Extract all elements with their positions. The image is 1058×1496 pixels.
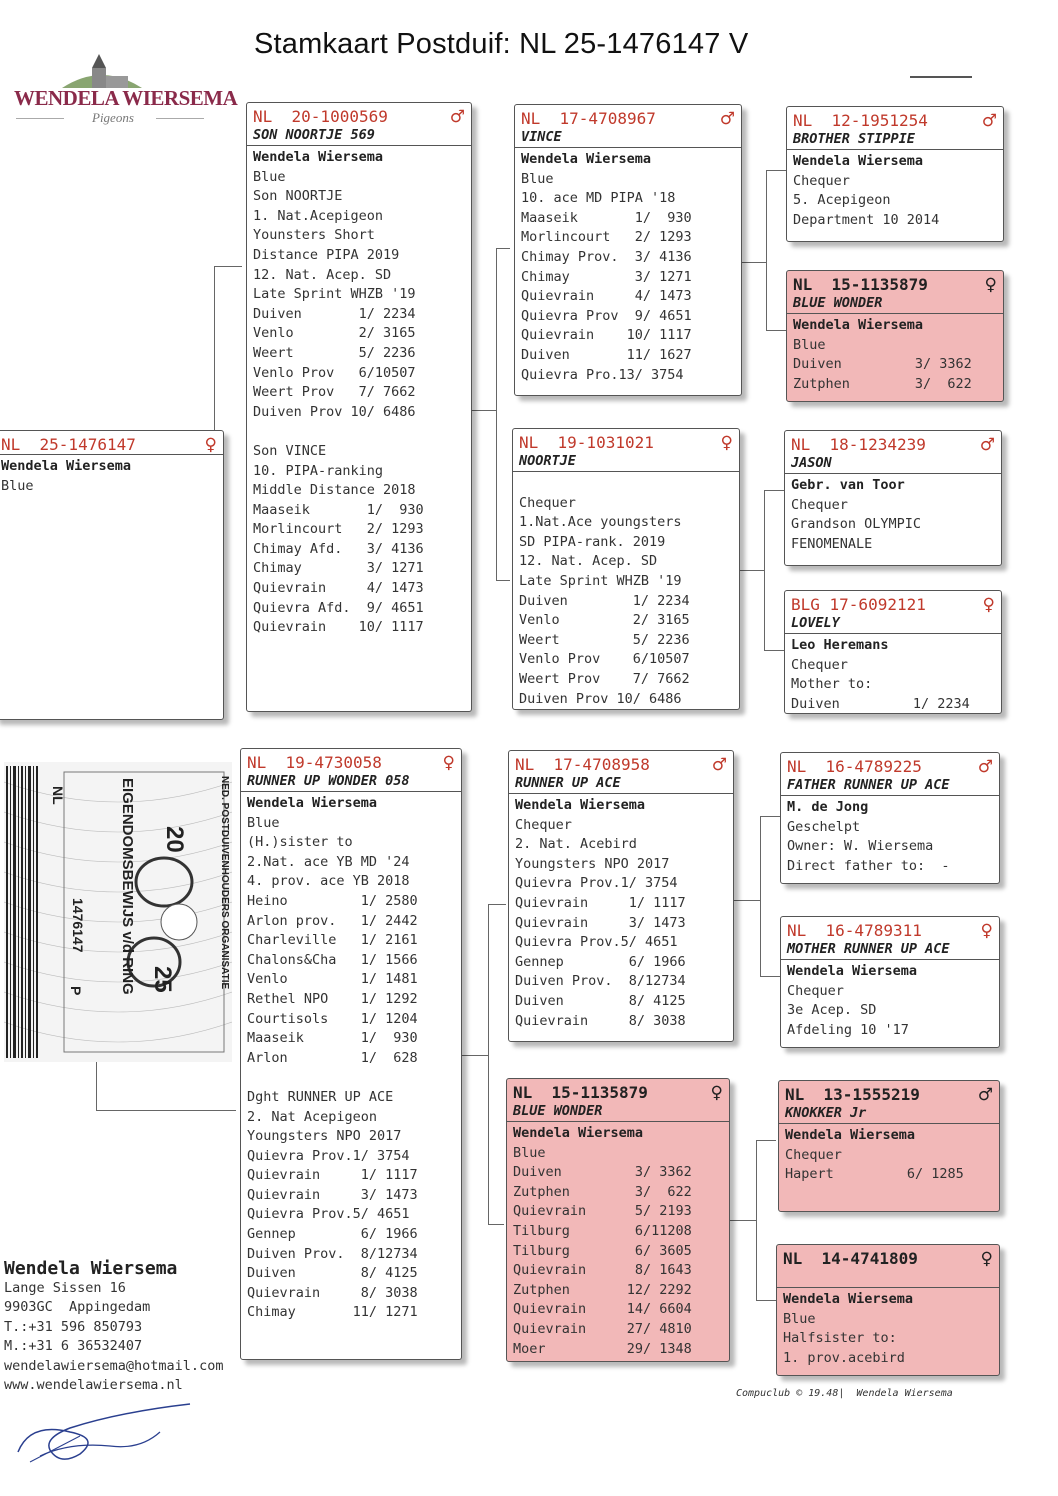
pigeon-name: LOVELY bbox=[791, 615, 840, 631]
connector bbox=[756, 1300, 776, 1301]
ring-year-b: 25 bbox=[149, 966, 176, 993]
owner-name: Wendela Wiersema bbox=[793, 153, 924, 169]
owner-name: Leo Heremans bbox=[791, 637, 889, 653]
info-line: Quievrain 10/ 1117 bbox=[521, 327, 692, 344]
male-icon: ♂ bbox=[719, 108, 735, 129]
info-line: Distance PIPA 2019 bbox=[253, 246, 400, 263]
info-line: Son VINCE bbox=[253, 442, 327, 459]
info-line: Halfsister to: bbox=[783, 1330, 897, 1347]
info-line: Late Sprint WHZB '19 bbox=[253, 286, 416, 303]
info-line: Owner: W. Wiersema bbox=[787, 838, 934, 855]
info-line: Chequer bbox=[519, 494, 576, 511]
info-line: 2.Nat. ace YB MD '24 bbox=[247, 853, 410, 870]
female-icon: ♀ bbox=[720, 432, 733, 453]
info-line: Chequer bbox=[791, 656, 848, 673]
info-line: 1. Nat.Acepigeon bbox=[253, 207, 384, 224]
ring-number: NL 19-4730058 bbox=[247, 753, 382, 772]
owner-name: Gebr. van Toor bbox=[791, 477, 905, 493]
info-line: Quievrain 8/ 1643 bbox=[513, 1262, 692, 1279]
info-line: Late Sprint WHZB '19 bbox=[519, 572, 682, 589]
info-line: Maaseik 1/ 930 bbox=[521, 209, 692, 226]
card-header bbox=[1, 435, 217, 454]
signature-icon bbox=[10, 1392, 210, 1472]
card-header bbox=[783, 1249, 993, 1268]
info-line: 10. ace MD PIPA '18 bbox=[521, 190, 676, 207]
info-line: Quievrain 3/ 1473 bbox=[247, 1186, 418, 1203]
card-header bbox=[515, 755, 727, 774]
info-line: Chimay 3/ 1271 bbox=[521, 268, 692, 285]
info-line: Blue bbox=[253, 168, 286, 185]
email-line: wendelawiersema@hotmail.com bbox=[4, 1357, 224, 1374]
card-divider bbox=[777, 1287, 999, 1288]
connector bbox=[740, 570, 764, 571]
info-line: Quievrain 5/ 2193 bbox=[513, 1203, 692, 1220]
info-line bbox=[247, 1068, 455, 1088]
info-line: Quievrain 4/ 1473 bbox=[253, 580, 424, 597]
connector bbox=[760, 816, 780, 817]
pigeon-name: FATHER RUNNER UP ACE bbox=[787, 777, 950, 793]
info-line: 5. Acepigeon bbox=[793, 192, 891, 209]
card-header bbox=[787, 757, 993, 776]
info-line: 10. PIPA-ranking bbox=[253, 462, 384, 479]
connector bbox=[96, 1110, 236, 1111]
info-line: 1.Nat.Ace youngsters bbox=[519, 514, 682, 531]
card-header bbox=[787, 921, 993, 940]
card-divider bbox=[0, 454, 223, 455]
connector bbox=[96, 1062, 97, 1110]
info-line: Courtisols 1/ 1204 bbox=[247, 1010, 418, 1027]
card-divider bbox=[785, 473, 1001, 474]
pigeon-card-father bbox=[246, 102, 472, 712]
info-line: Heino 1/ 2580 bbox=[247, 892, 418, 909]
info-line: Maaseik 1/ 930 bbox=[247, 1030, 418, 1047]
info-line: Afdeling 10 '17 bbox=[787, 1021, 909, 1038]
connector bbox=[766, 170, 786, 171]
info-line: Zutphen 3/ 622 bbox=[513, 1183, 692, 1200]
connector bbox=[462, 1055, 488, 1056]
info-line: Quievra Prov.1/ 3754 bbox=[247, 1147, 410, 1164]
ring-number: NL 14-4741809 bbox=[783, 1249, 918, 1268]
pigeon-card-ggf-2 bbox=[784, 430, 1002, 566]
ring-country: NL bbox=[50, 786, 66, 805]
ring-number: NL 15-1135879 bbox=[793, 275, 928, 294]
owner-name: Wendela Wiersema bbox=[783, 1291, 914, 1307]
owner-name: Wendela Wiersema bbox=[253, 149, 384, 165]
website-line: www.wendelawiersema.nl bbox=[4, 1376, 183, 1393]
info-line: Blue bbox=[513, 1144, 546, 1161]
male-icon: ♂ bbox=[977, 756, 993, 777]
pigeon-card-mother bbox=[240, 748, 462, 1360]
card-divider bbox=[787, 149, 1003, 150]
card-header bbox=[513, 1083, 723, 1102]
connector bbox=[730, 1220, 756, 1221]
male-icon: ♂ bbox=[449, 106, 465, 127]
ring-number: NL 25-1476147 bbox=[1, 435, 136, 454]
info-line: Direct father to: - bbox=[787, 857, 950, 874]
info-line: Duiven Prov. 8/12734 bbox=[515, 973, 686, 990]
info-line: FENOMENALE bbox=[791, 535, 873, 552]
info-line: Venlo 2/ 3165 bbox=[519, 612, 690, 629]
connector bbox=[742, 262, 766, 263]
info-line: Quievra Prov.5/ 4651 bbox=[515, 934, 678, 951]
pigeon-card-ggm-3 bbox=[780, 916, 1000, 1048]
info-line: Moer 29/ 1348 bbox=[513, 1340, 692, 1357]
info-line: Quievrain 8/ 3038 bbox=[515, 1012, 686, 1029]
card-divider bbox=[785, 633, 1001, 634]
pigeon-card-ggf-3 bbox=[780, 752, 1000, 884]
owner-name: Wendela Wiersema bbox=[247, 795, 378, 811]
connector bbox=[760, 976, 780, 977]
owner-name: M. de Jong bbox=[787, 799, 869, 815]
info-line: Younsters Short bbox=[253, 227, 375, 244]
info-line: Weert Prov 7/ 7662 bbox=[253, 384, 416, 401]
ring-number: NL 19-1031021 bbox=[519, 433, 654, 452]
ring-number: NL 15-1135879 bbox=[513, 1083, 648, 1102]
female-icon: ♀ bbox=[710, 1082, 723, 1103]
info-line: Weert 5/ 2236 bbox=[253, 344, 416, 361]
pigeon-name: MOTHER RUNNER UP ACE bbox=[787, 941, 950, 957]
info-line: Mother to: bbox=[791, 676, 873, 693]
connector bbox=[488, 1224, 504, 1225]
info-line: Rethel NPO 1/ 1292 bbox=[247, 990, 418, 1007]
info-line: Duiven 3/ 3362 bbox=[513, 1164, 692, 1181]
info-line: Quievra Prov.5/ 4651 bbox=[247, 1206, 410, 1223]
card-divider bbox=[781, 795, 999, 796]
info-line: Chequer bbox=[515, 816, 572, 833]
info-line: Blue bbox=[783, 1310, 816, 1327]
female-icon: ♀ bbox=[442, 752, 455, 773]
info-line: Chimay Prov. 3/ 4136 bbox=[521, 248, 692, 265]
pigeon-name: KNOKKER Jr bbox=[785, 1105, 867, 1121]
info-line: Duiven 3/ 3362 bbox=[793, 356, 972, 373]
info-line: Chequer bbox=[787, 982, 844, 999]
info-line: Chalons&Cha 1/ 1566 bbox=[247, 951, 418, 968]
owner-name: Wendela Wiersema bbox=[515, 797, 646, 813]
owner-name: Wendela Wiersema bbox=[785, 1127, 916, 1143]
info-line: 12. Nat. Acep. SD bbox=[519, 553, 658, 570]
owner-name: Wendela Wiersema bbox=[521, 151, 652, 167]
info-line: Morlincourt 2/ 1293 bbox=[521, 229, 692, 246]
info-line: Duiven Prov. 8/12734 bbox=[247, 1245, 418, 1262]
info-line: Duiven 1/ 2234 bbox=[519, 592, 690, 609]
card-divider bbox=[515, 147, 741, 148]
card-header bbox=[791, 435, 995, 454]
info-line: Dght RUNNER UP ACE bbox=[247, 1088, 394, 1105]
logo-rule-right bbox=[156, 118, 204, 119]
info-line: Arlon prov. 1/ 2442 bbox=[247, 912, 418, 929]
logo-brand: WENDELA WIERSEMA bbox=[14, 86, 238, 110]
pigeon-name: VINCE bbox=[521, 129, 562, 145]
connector bbox=[488, 904, 489, 1224]
info-line: Hapert 6/ 1285 bbox=[785, 1166, 964, 1183]
top-rule bbox=[910, 76, 972, 78]
info-line: SD PIPA-rank. 2019 bbox=[519, 533, 666, 550]
pigeon-name: RUNNER UP WONDER 058 bbox=[247, 773, 410, 789]
info-line: 4. prov. ace YB 2018 bbox=[247, 873, 410, 890]
card-header bbox=[253, 107, 465, 126]
info-line: Charleville 1/ 2161 bbox=[247, 932, 418, 949]
owner-name: Wendela Wiersema bbox=[787, 963, 918, 979]
info-line: Chequer bbox=[791, 496, 848, 513]
address-line: 9903GC Appingedam bbox=[4, 1299, 151, 1316]
connector bbox=[766, 170, 767, 330]
info-line: (H.)sister to bbox=[247, 834, 353, 851]
connector bbox=[214, 266, 242, 267]
card-header bbox=[793, 275, 997, 294]
connector bbox=[764, 490, 784, 491]
info-line: Blue bbox=[521, 170, 554, 187]
ring-number: BLG 17-6092121 bbox=[791, 595, 926, 614]
ring-number: 1476147 bbox=[70, 898, 86, 953]
female-icon: ♀ bbox=[982, 594, 995, 615]
info-line: Quievrain 10/ 1117 bbox=[253, 619, 424, 636]
info-line: Duiven Prov 10/ 6486 bbox=[253, 403, 416, 420]
info-line: Morlincourt 2/ 1293 bbox=[253, 521, 424, 538]
connector bbox=[472, 410, 496, 411]
info-line: Blue bbox=[793, 336, 826, 353]
info-line: Geschelpt bbox=[787, 818, 861, 835]
logo-sub: Pigeons bbox=[92, 110, 134, 125]
pigeon-card-maternal-grandfather bbox=[508, 750, 734, 1042]
owner-address bbox=[4, 1258, 223, 1395]
info-line: 3e Acep. SD bbox=[787, 1002, 877, 1019]
info-line: 2. Nat. Acebird bbox=[515, 836, 637, 853]
card-header bbox=[785, 1085, 993, 1104]
pigeon-name: SON NOORTJE 569 bbox=[253, 127, 375, 143]
ring-number: NL 17-4708958 bbox=[515, 755, 650, 774]
ring-letter: P bbox=[68, 986, 84, 996]
pigeon-name bbox=[783, 1268, 993, 1287]
info-line: Grandson OLYMPIC bbox=[791, 516, 922, 533]
info-line: Quievra Prov 9/ 4651 bbox=[521, 307, 692, 324]
connector bbox=[488, 904, 506, 905]
pigeon-card-ggf-1 bbox=[786, 106, 1004, 242]
ring-year-a: 20 bbox=[161, 826, 188, 853]
pigeon-name: NOORTJE bbox=[519, 453, 576, 469]
card-divider bbox=[241, 791, 461, 792]
card-divider bbox=[787, 313, 1003, 314]
info-line: 2. Nat Acepigeon bbox=[247, 1108, 378, 1125]
male-icon: ♂ bbox=[981, 110, 997, 131]
pigeon-card-paternal-grandfather bbox=[514, 104, 742, 396]
info-line: Chimay 3/ 1271 bbox=[253, 560, 424, 577]
connector bbox=[764, 650, 784, 651]
info-line: Quievrain 4/ 1473 bbox=[521, 288, 692, 305]
pigeon-name: BLUE WONDER bbox=[793, 295, 883, 311]
ring-number: NL 16-4789311 bbox=[787, 921, 922, 940]
info-line: 1. prov.acebird bbox=[783, 1349, 905, 1366]
male-icon: ♂ bbox=[711, 754, 727, 775]
address-line: Lange Sissen 16 bbox=[4, 1280, 126, 1296]
connector bbox=[734, 900, 760, 901]
male-icon: ♂ bbox=[977, 1084, 993, 1105]
pigeon-name: BLUE WONDER bbox=[513, 1103, 603, 1119]
female-icon: ♀ bbox=[980, 1248, 993, 1269]
info-line: Quievra Pro.13/ 3754 bbox=[521, 366, 684, 383]
connector bbox=[766, 330, 786, 331]
info-line: Venlo Prov 6/10507 bbox=[253, 364, 416, 381]
ring-number: NL 17-4708967 bbox=[521, 109, 656, 128]
connector bbox=[756, 1140, 776, 1141]
info-line: Duiven 11/ 1627 bbox=[521, 346, 692, 363]
ring-number: NL 18-1234239 bbox=[791, 435, 926, 454]
logo-rule-left bbox=[16, 118, 64, 119]
info-line: Quievrain 1/ 1117 bbox=[247, 1167, 418, 1184]
ring-number: NL 20-1000569 bbox=[253, 107, 388, 126]
connector bbox=[496, 248, 497, 580]
info-line: Quievrain 1/ 1117 bbox=[515, 894, 686, 911]
church-logo-icon bbox=[52, 50, 252, 90]
info-line: Chequer bbox=[793, 172, 850, 189]
female-icon: ♀ bbox=[984, 274, 997, 295]
ring-number: NL 13-1555219 bbox=[785, 1085, 920, 1104]
mobile-line: M.:+31 6 36532407 bbox=[4, 1338, 143, 1355]
owner-name: Wendela Wiersema bbox=[4, 1258, 178, 1279]
info-line: Chimay 11/ 1271 bbox=[247, 1304, 418, 1321]
info-line: Duiven 8/ 4125 bbox=[247, 1265, 418, 1282]
connector bbox=[496, 248, 510, 249]
connector bbox=[756, 1140, 757, 1300]
pigeon-card-ggm-1 bbox=[786, 270, 1004, 402]
info-line: Blue bbox=[247, 814, 280, 831]
info-line: Middle Distance 2018 bbox=[253, 482, 416, 499]
connector bbox=[496, 580, 510, 581]
owner-name: Wendela Wiersema bbox=[1, 458, 132, 474]
info-line: Quievrain 14/ 6604 bbox=[513, 1301, 692, 1318]
male-icon: ♂ bbox=[979, 434, 995, 455]
info-line: Quievra Afd. 9/ 4651 bbox=[253, 599, 424, 616]
ring-title: EIGENDOMSBEWIJS v/d RING bbox=[119, 778, 136, 995]
card-divider bbox=[507, 1121, 729, 1122]
card-header bbox=[791, 595, 995, 614]
info-line: Chimay Afd. 3/ 4136 bbox=[253, 540, 424, 557]
info-line: Blue bbox=[1, 477, 34, 494]
pigeon-card-ggm-4 bbox=[776, 1244, 1000, 1376]
card-divider bbox=[781, 959, 999, 960]
info-line: Duiven 1/ 2234 bbox=[253, 305, 416, 322]
info-line: Son NOORTJE bbox=[253, 188, 343, 205]
female-icon: ♀ bbox=[980, 920, 993, 941]
info-line: Quievra Prov.1/ 3754 bbox=[515, 875, 678, 892]
info-line: Gennep 6/ 1966 bbox=[515, 953, 686, 970]
pigeon-name: BROTHER STIPPIE bbox=[793, 131, 915, 147]
ring-number: NL 16-4789225 bbox=[787, 757, 922, 776]
logo bbox=[12, 50, 238, 130]
info-line: Quievrain 8/ 3038 bbox=[247, 1284, 418, 1301]
info-line: Zutphen 12/ 2292 bbox=[513, 1281, 692, 1298]
info-line: Quievrain 3/ 1473 bbox=[515, 914, 686, 931]
ring-org: NED. POSTDUIVENHOUDERS ORGANISATIE bbox=[219, 776, 230, 990]
connector bbox=[760, 816, 761, 976]
owner-name bbox=[519, 474, 733, 494]
info-line: Tilburg 6/ 3605 bbox=[513, 1242, 692, 1259]
info-line: Venlo 1/ 1481 bbox=[247, 971, 418, 988]
pigeon-name: JASON bbox=[791, 455, 832, 471]
pigeon-card-subject bbox=[0, 430, 224, 720]
connector bbox=[764, 490, 765, 650]
info-line: Tilburg 6/11208 bbox=[513, 1222, 692, 1239]
ownership-ring-card bbox=[4, 762, 232, 1062]
card-header bbox=[519, 433, 733, 452]
card-divider bbox=[509, 793, 733, 794]
phone-line: T.:+31 596 850793 bbox=[4, 1318, 143, 1335]
info-line: Chequer bbox=[785, 1146, 842, 1163]
info-line: Youngsters NPO 2017 bbox=[515, 855, 670, 872]
card-divider bbox=[779, 1123, 999, 1124]
info-line: Maaseik 1/ 930 bbox=[253, 501, 424, 518]
female-icon: ♀ bbox=[204, 434, 217, 455]
ring-number: NL 12-1951254 bbox=[793, 111, 928, 130]
pigeon-card-ggf-4 bbox=[778, 1080, 1000, 1212]
pigeon-card-paternal-grandmother bbox=[512, 428, 740, 710]
card-header bbox=[793, 111, 997, 130]
pigeon-name: RUNNER UP ACE bbox=[515, 775, 621, 791]
card-header bbox=[247, 753, 455, 772]
info-line: Duiven Prov 10/ 6486 bbox=[519, 690, 682, 707]
card-divider bbox=[247, 145, 471, 146]
info-line: Department 10 2014 bbox=[793, 211, 940, 228]
owner-name: Wendela Wiersema bbox=[793, 317, 924, 333]
info-line: Duiven 8/ 4125 bbox=[515, 992, 686, 1009]
info-line: Weert 5/ 2236 bbox=[519, 631, 690, 648]
info-line: Quievrain 27/ 4810 bbox=[513, 1320, 692, 1337]
info-line: Youngsters NPO 2017 bbox=[247, 1128, 402, 1145]
info-line: 12. Nat. Acep. SD bbox=[253, 266, 392, 283]
info-line: Venlo 2/ 3165 bbox=[253, 325, 416, 342]
owner-name: Wendela Wiersema bbox=[513, 1125, 644, 1141]
footer-credit: Compuclub © 19.48| Wendela Wiersema bbox=[736, 1388, 953, 1399]
pigeon-card-ggm-2 bbox=[784, 590, 1002, 714]
info-line: Duiven 1/ 2234 bbox=[791, 695, 970, 712]
card-header bbox=[521, 109, 735, 128]
info-line: Gennep 6/ 1966 bbox=[247, 1226, 418, 1243]
pigeon-card-maternal-grandmother bbox=[506, 1078, 730, 1362]
info-line: Zutphen 3/ 622 bbox=[793, 375, 972, 392]
page-title: Stamkaart Postduif: NL 25-1476147 V bbox=[254, 28, 749, 60]
info-line: Weert Prov 7/ 7662 bbox=[519, 670, 690, 687]
info-line bbox=[253, 422, 465, 442]
info-line: Venlo Prov 6/10507 bbox=[519, 651, 690, 668]
info-line: Arlon 1/ 628 bbox=[247, 1049, 418, 1066]
card-divider bbox=[513, 471, 739, 472]
